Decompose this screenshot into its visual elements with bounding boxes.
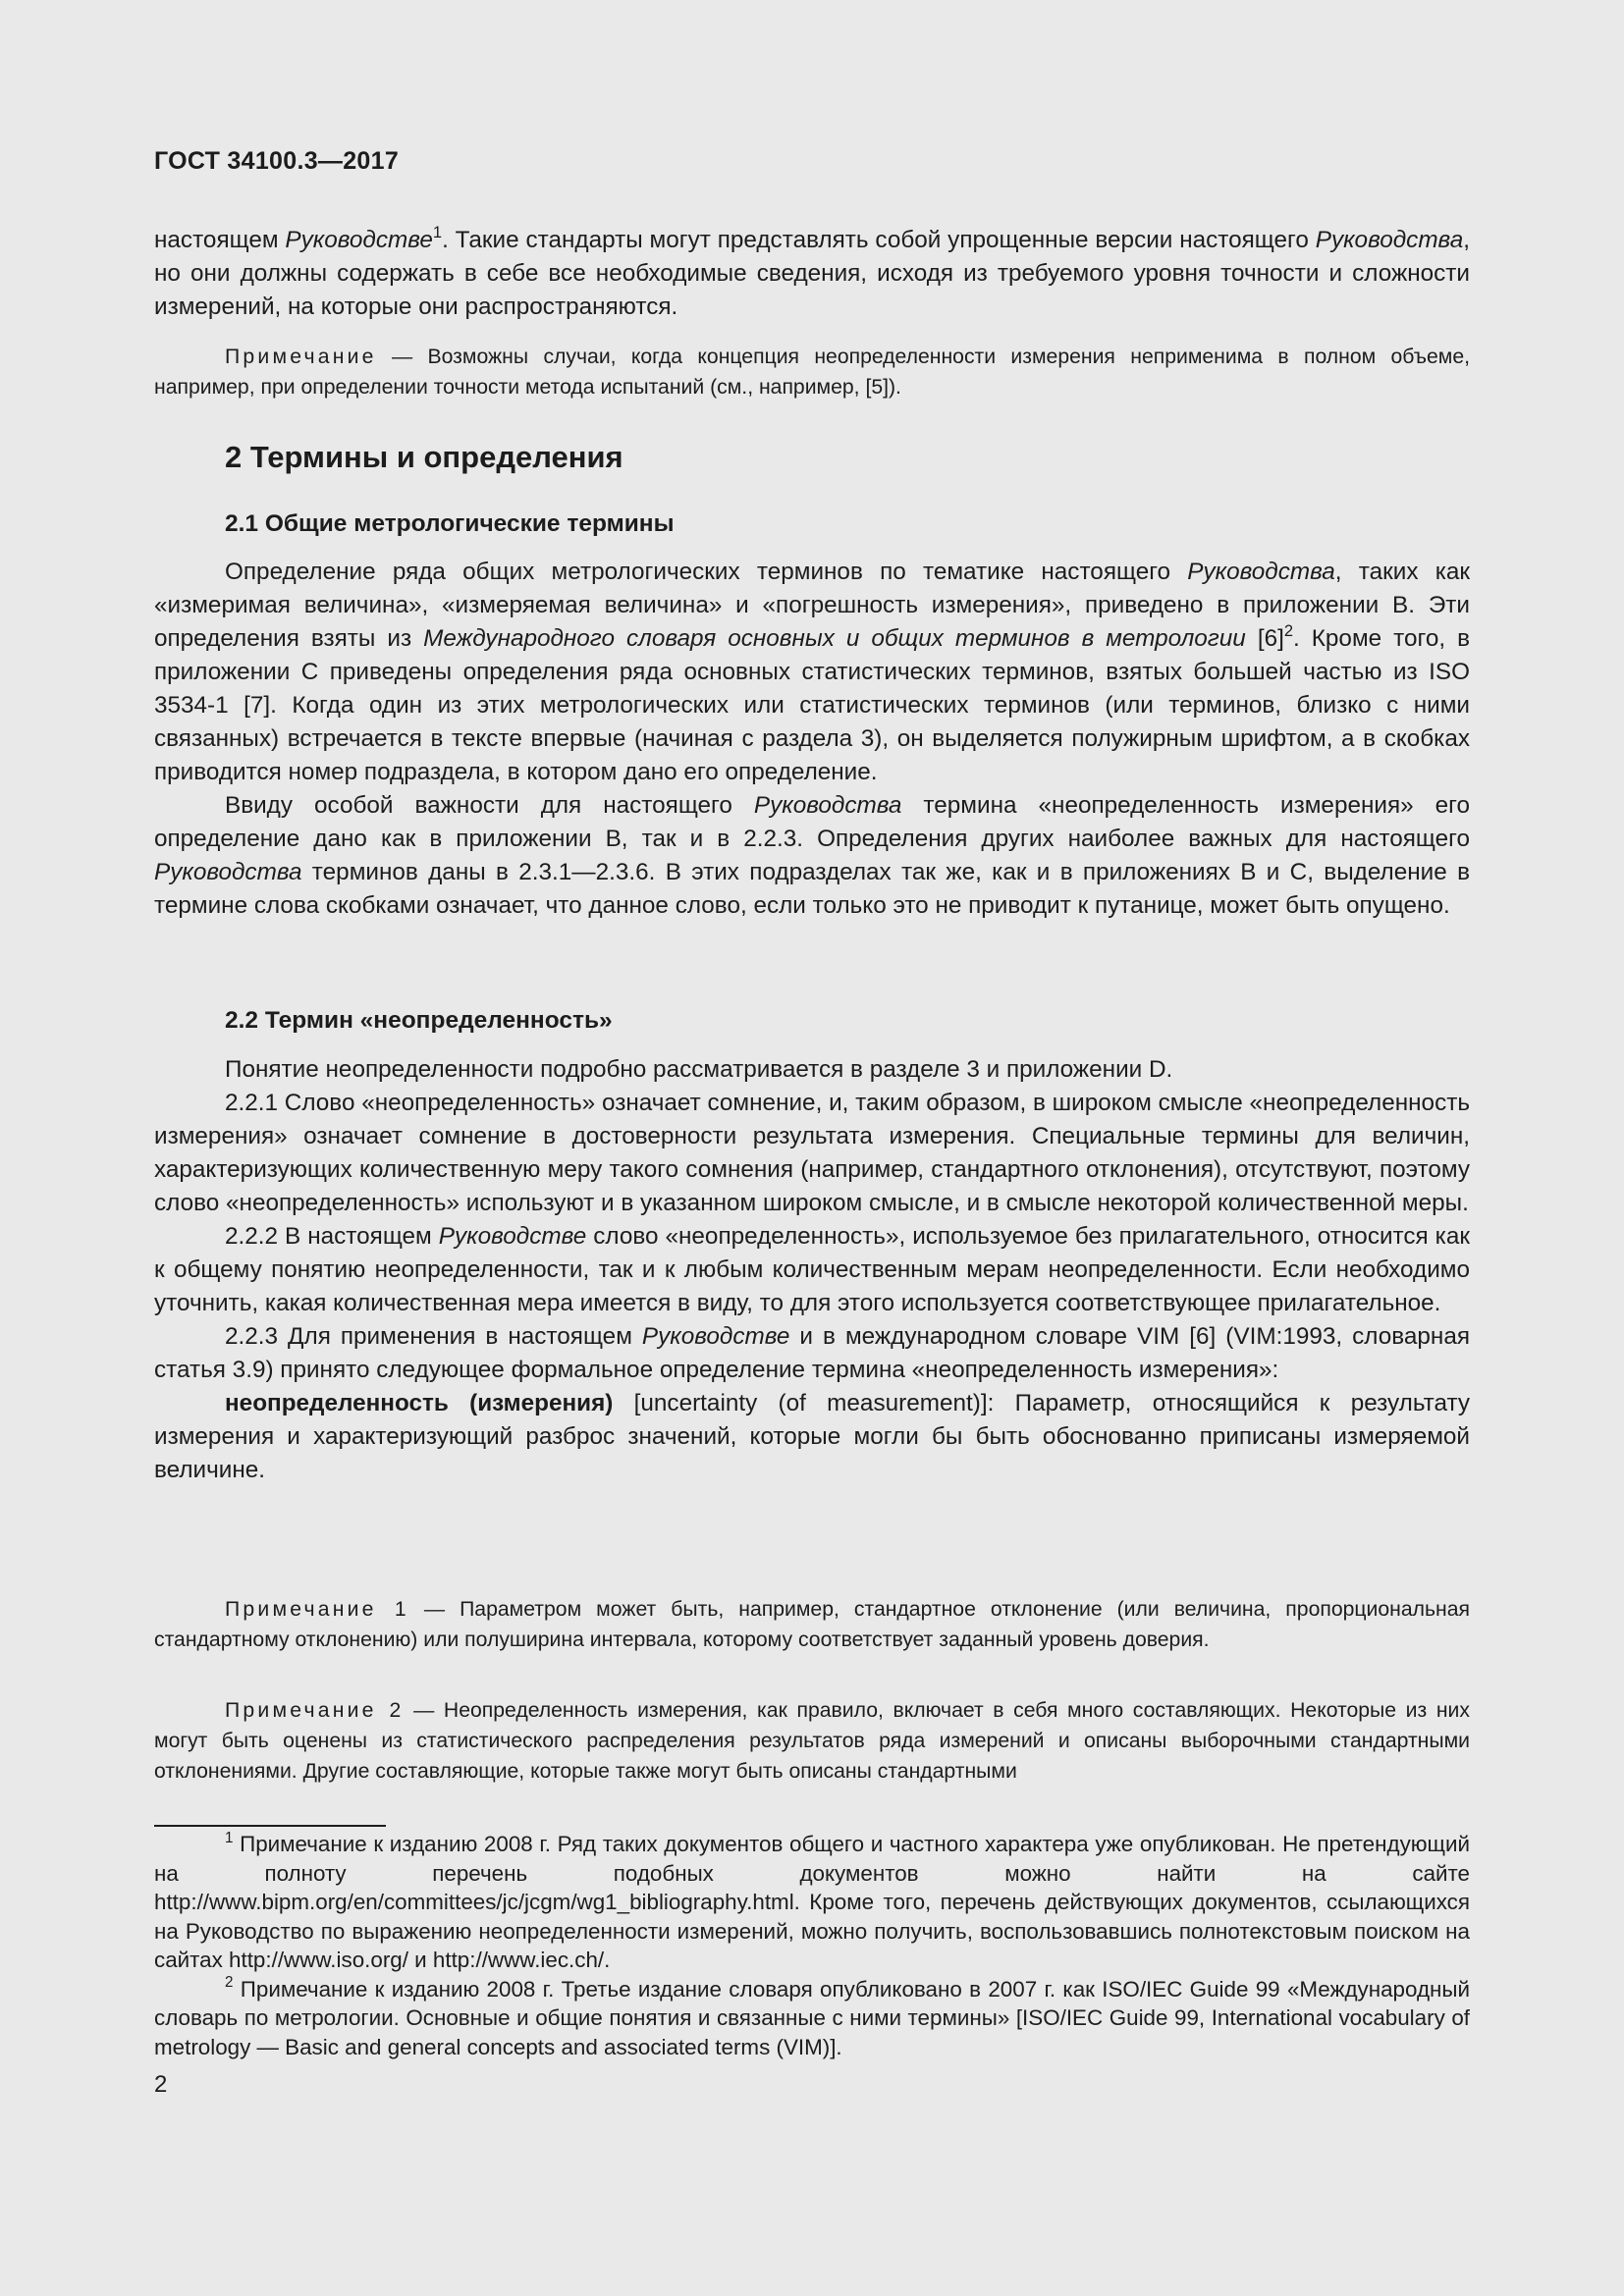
note-label: Примечание 2 xyxy=(225,1699,405,1722)
subsection-2-2-body xyxy=(154,1053,1470,1487)
footnote-2: $^2$ Примечание к изданию 2008 г. Третье издание словаря опубликовано в 2007 г. как ISO/IEC Guide 99 «Международный словарь по метрологии. Основные и общие понятия и связанные с ними термины» [ISO/IEC Guide 99, International vocabulary of metrology — Basic and general concepts and associated terms (VIM)]. xyxy=(154,1974,1470,2059)
note-label: Примечание xyxy=(225,346,377,368)
italic-run: Руководства xyxy=(1315,227,1464,253)
paragraph-2-2-1: 2.2.1 Слово «неопределенность» означает сомнение, и, таким образом, в широком смысле «неопределенность измерения» означает сомнение в достоверности результата измерения. Специальные термины для величин, характеризующих количественную меру такого сомнения (например, стандартного отклонения), отсутствуют, поэтому слово «неопределенность» используют и в указанном широком смысле, и в смысле некоторой количественной меры. xyxy=(154,1090,1470,1216)
definition: неопределенность (измерения) [uncertainty (of measurement)]: Параметр, относящийся к результату измерения и характеризующий разброс значений, которые могли бы быть обоснованно приписаны измеряемой величине. xyxy=(154,1390,1470,1483)
paragraph-2-2-3: 2.2.3 Для применения в настоящем Руководстве и в международном словаре VIM [6] (VIM:1993, словарная статья 3.9) принято следующее формальное определение термина «неопределенность измерения»: xyxy=(154,1323,1471,1383)
footnote-1: $^1$ Примечание к изданию 2008 г. Ряд таких документов общего и частного характера уже опубликован. Не претендующий на полноту перечень подобных документов можно найти на сайте http://www.bipm.org/en/committees/jc/jcgm/wg1_bibliography.html. Кроме того, перечень действующих документов, ссылающихся на Руководство по выражению неопределенности измерений, можно получить, воспользовавшись полнотекстовым поиском на сайтах http://www.iso.org/ и http://www.iec.ch/. xyxy=(154,1829,1470,1972)
subsection-2-1-body: Определение ряда общих метрологических терминов по тематике настоящего Руководства, таких как «измеримая величина», «измеряемая величина» и «погрешность измерения», приведено в приложении B. Эти определения взяты из Международного словаря основных и общих терминов в метрологии $[6]^2$. Кроме того, в приложении C приведены определения ряда основных статистических терминов, взятых большей частью из ISO 3534-1 [7]. Когда один из этих метрологических или статистических терминов (или терминов, близко с ними связанных) встречается в тексте впервые (начиная с раздела 3), он выделяется полужирным шрифтом, а в скобках приводится номер подраздела, в котором дано его определение. Ввиду особой важности для настоящего Руководства термина «неопределенность измерения» его определение дано как в приложении B, так и в 2.2.3. Определения других наиболее важных для настоящего Руководства терминов даны в 2.3.1—2.3.6. В этих подразделах так же, как и в приложениях B и C, выделение в термине слова скобками означает, что данное слово, если только это не приводит к путанице, может быть опущено. xyxy=(154,559,1471,919)
text-run: настоящем xyxy=(154,227,286,253)
footnote-divider xyxy=(154,1825,386,1827)
paragraph: Понятие неопределенности подробно рассматривается в разделе 3 и приложении D. xyxy=(225,1056,1173,1083)
italic-run: Руководстве xyxy=(285,227,433,253)
note-2: Примечание 2 — Неопределенность измерения, как правило, включает в себя много составляющих. Некоторые из них могут быть оценены из статистического распределения результатов ряда измерений и описаны выборочными стандартными отклонениями. Другие составляющие, которые также могут быть описаны стандартными xyxy=(154,1699,1470,1783)
standard-header: ГОСТ 34100.3—2017 xyxy=(154,147,400,175)
paragraph-2-2-2: 2.2.2 В настоящем Руководстве слово «неопределенность», используемое без прилагательного, относится как к общему понятию неопределенности, так и к любым количественным мерам неопределенности. Если необходимо уточнить, какая количественная мера имеется в виду, то для этого используется соответствующее прилагательное. xyxy=(154,1223,1470,1316)
text-run: . Такие стандарты могут представлять собой упрощенные версии настоящего xyxy=(442,227,1316,253)
footnote-ref-1[interactable]: 1 xyxy=(432,222,443,241)
text-run: , но они должны содержать в себе все необходимые сведения, исходя из требуемого уровня точности и сложности измерений, на которые они распространяются. xyxy=(154,227,1470,320)
note-paragraph xyxy=(154,342,1470,402)
note-text: — Возможны случаи, когда концепция неопределенности измерения неприменима в полном объеме, например, при определении точности метода испытаний (см., например, [5]). xyxy=(154,346,1470,399)
subsection-title-2-1: 2.1 Общие метрологические термины xyxy=(225,510,675,537)
note-1: Примечание 1 — Параметром может быть, например, стандартное отклонение (или величина, пропорциональная стандартному отклонению) или полуширина интервала, которому соответствует заданный уровень доверия. xyxy=(154,1598,1470,1651)
note-label: Примечание 1 xyxy=(225,1598,409,1621)
defined-term: неопределенность (измерения) xyxy=(225,1390,614,1416)
subsection-title-2-2: 2.2 Термин «неопределенность» xyxy=(225,1007,613,1034)
footnote-ref-2[interactable]: 2 xyxy=(1283,620,1294,640)
page-number: 2 xyxy=(154,2071,168,2098)
section-title: 2 Термины и определения xyxy=(225,440,623,474)
footnotes xyxy=(154,1830,1470,2061)
intro-paragraph xyxy=(154,224,1470,324)
